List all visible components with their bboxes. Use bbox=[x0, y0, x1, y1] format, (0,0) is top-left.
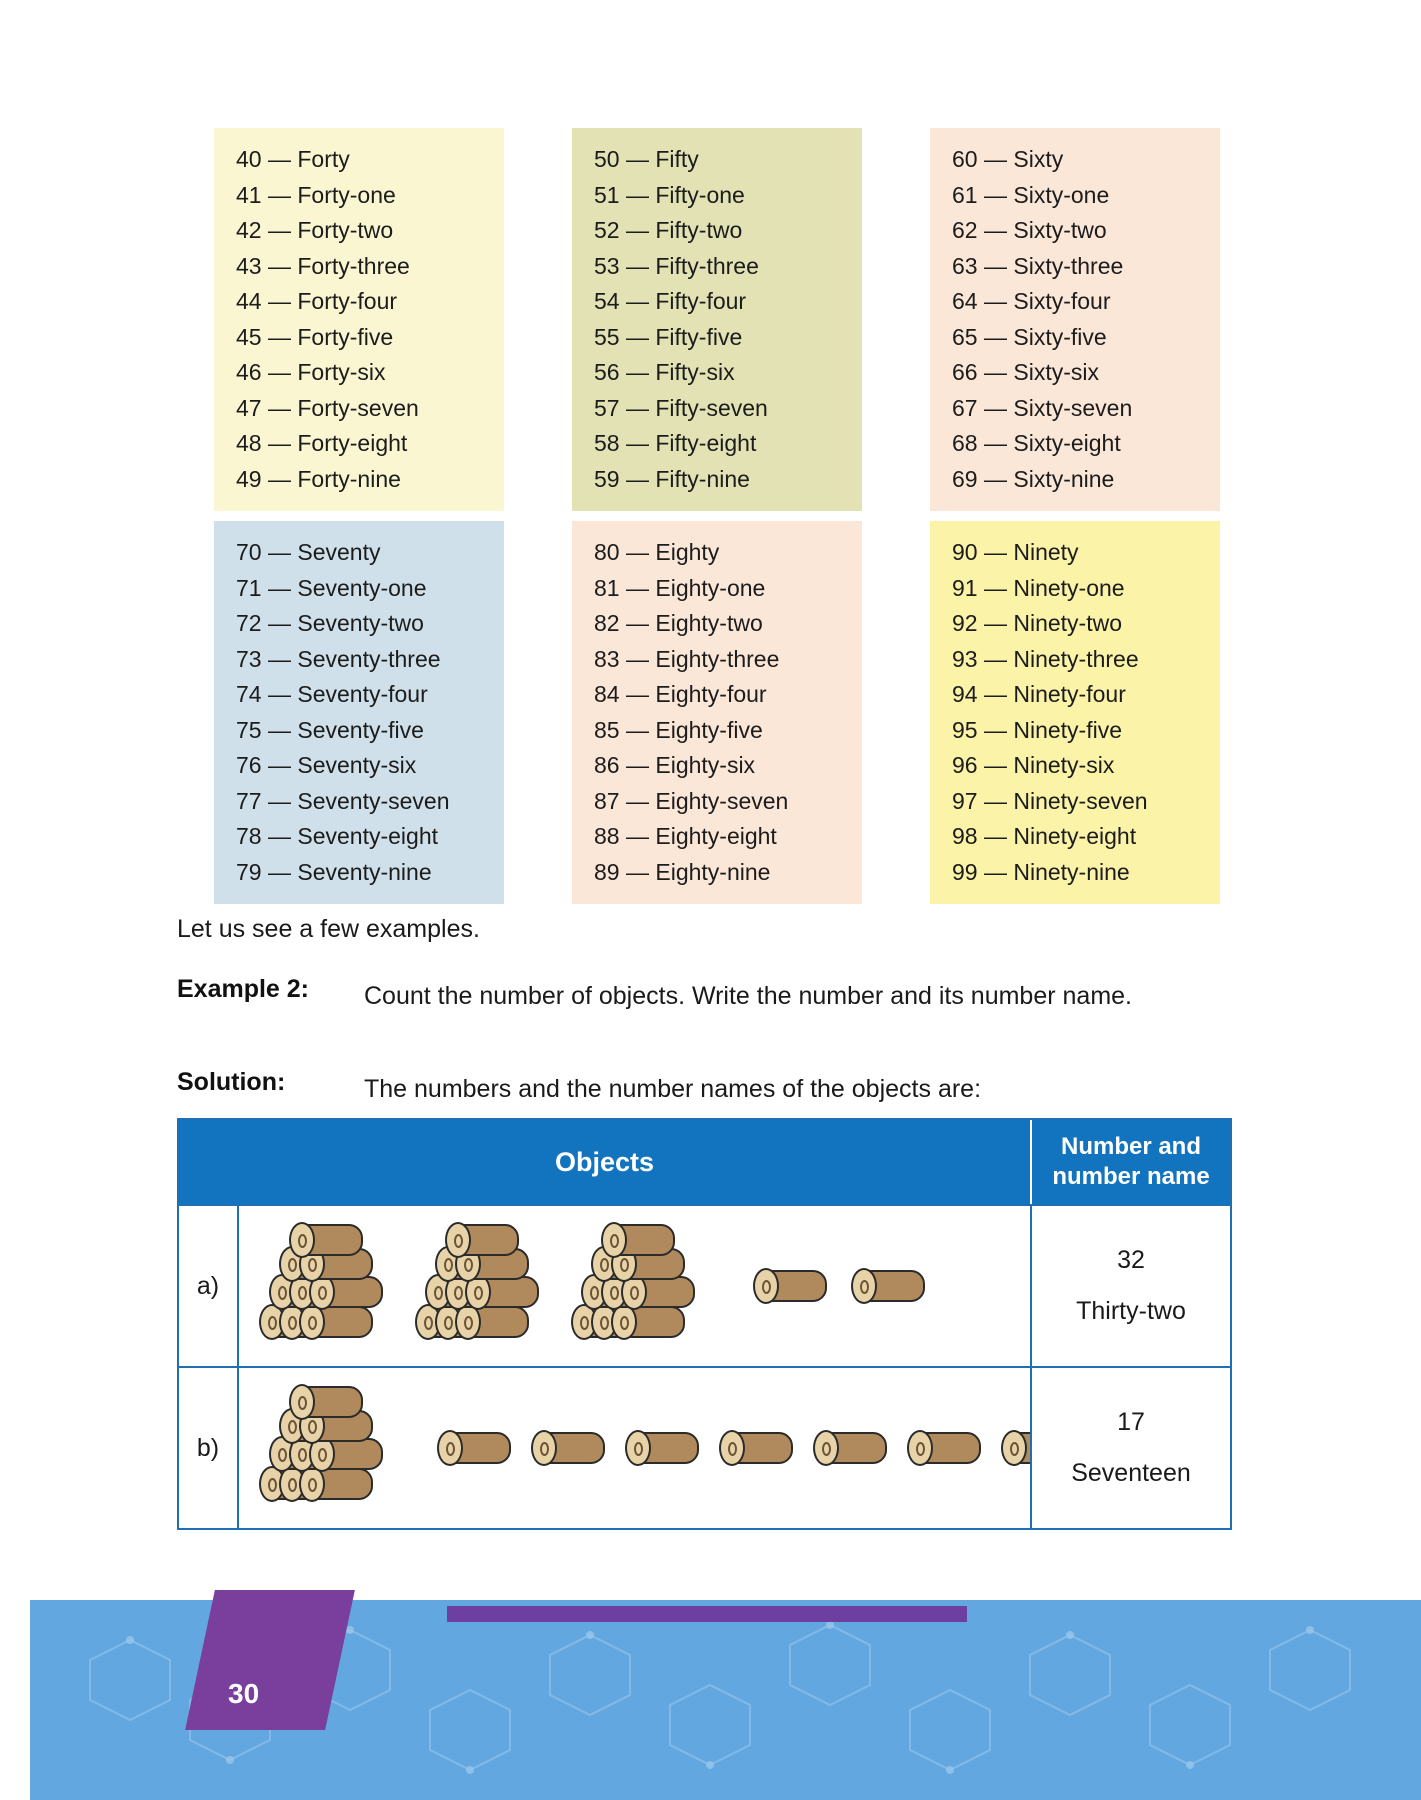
number-line: 82 — Eighty-two bbox=[594, 610, 763, 636]
number-line: 59 — Fifty-nine bbox=[594, 465, 750, 492]
number-line: 79 — Seventy-nine bbox=[236, 858, 432, 885]
number-line: 61 — Sixty-one bbox=[952, 181, 1110, 208]
log-icon bbox=[907, 1430, 981, 1466]
number-block-fifties bbox=[572, 128, 862, 511]
log-stack-icon bbox=[259, 1226, 409, 1346]
log-stack-icon bbox=[571, 1226, 721, 1346]
number-line: 68 — Sixty-eight bbox=[952, 430, 1121, 456]
number-line: 66 — Sixty-six bbox=[952, 359, 1099, 385]
footer-accent-bar bbox=[447, 1606, 967, 1622]
log-icon bbox=[531, 1430, 605, 1466]
number-line: 52 — Fifty-two bbox=[594, 217, 743, 243]
number-line: 95 — Ninety-five bbox=[952, 716, 1123, 743]
number-line: 48 — Forty-eight bbox=[236, 430, 408, 456]
number-line: 78 — Seventy-eight bbox=[236, 823, 439, 849]
log-icon bbox=[625, 1430, 699, 1466]
table-header-row bbox=[179, 1120, 1230, 1204]
example-text: Count the number of objects. Write the number and its number name. bbox=[364, 982, 1132, 1010]
page-number: 30 bbox=[228, 1678, 260, 1709]
number-line: 40 — Forty bbox=[236, 146, 350, 172]
number-line: 73 — Seventy-three bbox=[236, 645, 441, 672]
number-line: 96 — Ninety-six bbox=[952, 752, 1115, 778]
log-icon bbox=[437, 1430, 511, 1466]
log-stack-icon bbox=[259, 1388, 409, 1508]
number-line: 72 — Seventy-two bbox=[236, 610, 424, 636]
column-header-number-name: Number and number name bbox=[1030, 1120, 1230, 1204]
page-number-tab bbox=[185, 1590, 355, 1730]
number-line: 86 — Eighty-six bbox=[594, 752, 756, 778]
answer-cell-b bbox=[1030, 1368, 1230, 1528]
number-line: 55 — Fifty-five bbox=[594, 323, 743, 350]
table-row bbox=[179, 1204, 1230, 1366]
number-line: 87 — Eighty-seven bbox=[594, 787, 789, 814]
number-line: 71 — Seventy-one bbox=[236, 574, 427, 601]
number-line: 57 — Fifty-seven bbox=[594, 394, 768, 421]
number-line: 70 — Seventy bbox=[236, 539, 381, 565]
number-block-eighties bbox=[572, 521, 862, 904]
log-stack-icon bbox=[415, 1226, 565, 1346]
log-icon bbox=[813, 1430, 887, 1466]
number-line: 91 — Ninety-one bbox=[952, 574, 1125, 601]
number-line: 69 — Sixty-nine bbox=[952, 465, 1115, 492]
table-row bbox=[179, 1366, 1230, 1528]
log-icon bbox=[753, 1268, 827, 1304]
number-line: 85 — Eighty-five bbox=[594, 716, 763, 743]
number-line: 43 — Forty-three bbox=[236, 252, 410, 279]
number-line: 41 — Forty-one bbox=[236, 181, 396, 208]
answer-cell-a bbox=[1030, 1206, 1230, 1366]
number-line: 54 — Fifty-four bbox=[594, 288, 747, 314]
answer-number: 17 bbox=[1117, 1408, 1145, 1436]
intro-paragraph: Let us see a few examples. bbox=[177, 915, 480, 943]
solution-text: The numbers and the number names of the objects are: bbox=[364, 1075, 982, 1103]
log-icon bbox=[719, 1430, 793, 1466]
number-line: 63 — Sixty-three bbox=[952, 252, 1124, 279]
number-line: 97 — Ninety-seven bbox=[952, 787, 1148, 814]
number-line: 77 — Seventy-seven bbox=[236, 787, 450, 814]
number-line: 67 — Sixty-seven bbox=[952, 394, 1133, 421]
number-line: 62 — Sixty-two bbox=[952, 217, 1107, 243]
number-line: 58 — Fifty-eight bbox=[594, 430, 757, 456]
log-icon bbox=[1001, 1430, 1030, 1466]
number-line: 47 — Forty-seven bbox=[236, 394, 419, 421]
answer-number-name: Seventeen bbox=[1071, 1459, 1191, 1487]
number-line: 98 — Ninety-eight bbox=[952, 823, 1137, 849]
number-block-sixties bbox=[930, 128, 1220, 511]
number-line: 60 — Sixty bbox=[952, 146, 1064, 172]
number-line: 49 — Forty-nine bbox=[236, 465, 401, 492]
number-block-nineties bbox=[930, 521, 1220, 904]
number-names-section bbox=[214, 128, 1224, 914]
answer-number-name: Thirty-two bbox=[1076, 1297, 1186, 1325]
number-line: 44 — Forty-four bbox=[236, 288, 398, 314]
number-line: 42 — Forty-two bbox=[236, 217, 394, 243]
number-line: 89 — Eighty-nine bbox=[594, 858, 771, 885]
number-line: 88 — Eighty-eight bbox=[594, 823, 777, 849]
number-line: 83 — Eighty-three bbox=[594, 645, 780, 672]
number-line: 93 — Ninety-three bbox=[952, 645, 1139, 672]
number-line: 84 — Eighty-four bbox=[594, 681, 767, 707]
objects-illustration-b bbox=[239, 1368, 1030, 1528]
objects-illustration-a bbox=[239, 1206, 1030, 1366]
number-line: 50 — Fifty bbox=[594, 146, 699, 172]
column-header-objects: Objects bbox=[554, 1146, 655, 1177]
objects-table bbox=[177, 1118, 1232, 1530]
number-block-row-top bbox=[214, 128, 1224, 511]
number-line: 76 — Seventy-six bbox=[236, 752, 417, 778]
number-line: 80 — Eighty bbox=[594, 539, 720, 565]
number-line: 75 — Seventy-five bbox=[236, 716, 424, 743]
number-block-seventies bbox=[214, 521, 504, 904]
number-line: 56 — Fifty-six bbox=[594, 359, 735, 385]
row-label-b: b) bbox=[179, 1368, 239, 1528]
page-footer bbox=[0, 1560, 1421, 1800]
number-block-row-bottom bbox=[214, 521, 1224, 904]
solution-label: Solution: bbox=[177, 1068, 286, 1096]
number-line: 65 — Sixty-five bbox=[952, 323, 1107, 350]
number-line: 74 — Seventy-four bbox=[236, 681, 428, 707]
number-line: 53 — Fifty-three bbox=[594, 252, 759, 279]
number-line: 45 — Forty-five bbox=[236, 323, 394, 350]
log-icon bbox=[851, 1268, 925, 1304]
number-line: 92 — Ninety-two bbox=[952, 610, 1123, 636]
row-label-a: a) bbox=[179, 1206, 239, 1366]
number-line: 99 — Ninety-nine bbox=[952, 858, 1130, 885]
number-line: 94 — Ninety-four bbox=[952, 681, 1126, 707]
number-line: 90 — Ninety bbox=[952, 539, 1079, 565]
number-line: 81 — Eighty-one bbox=[594, 574, 766, 601]
number-block-forties bbox=[214, 128, 504, 511]
answer-number: 32 bbox=[1117, 1246, 1145, 1274]
number-line: 51 — Fifty-one bbox=[594, 181, 745, 208]
number-line: 64 — Sixty-four bbox=[952, 288, 1111, 314]
number-line: 46 — Forty-six bbox=[236, 359, 386, 385]
example-label: Example 2: bbox=[177, 975, 310, 1003]
